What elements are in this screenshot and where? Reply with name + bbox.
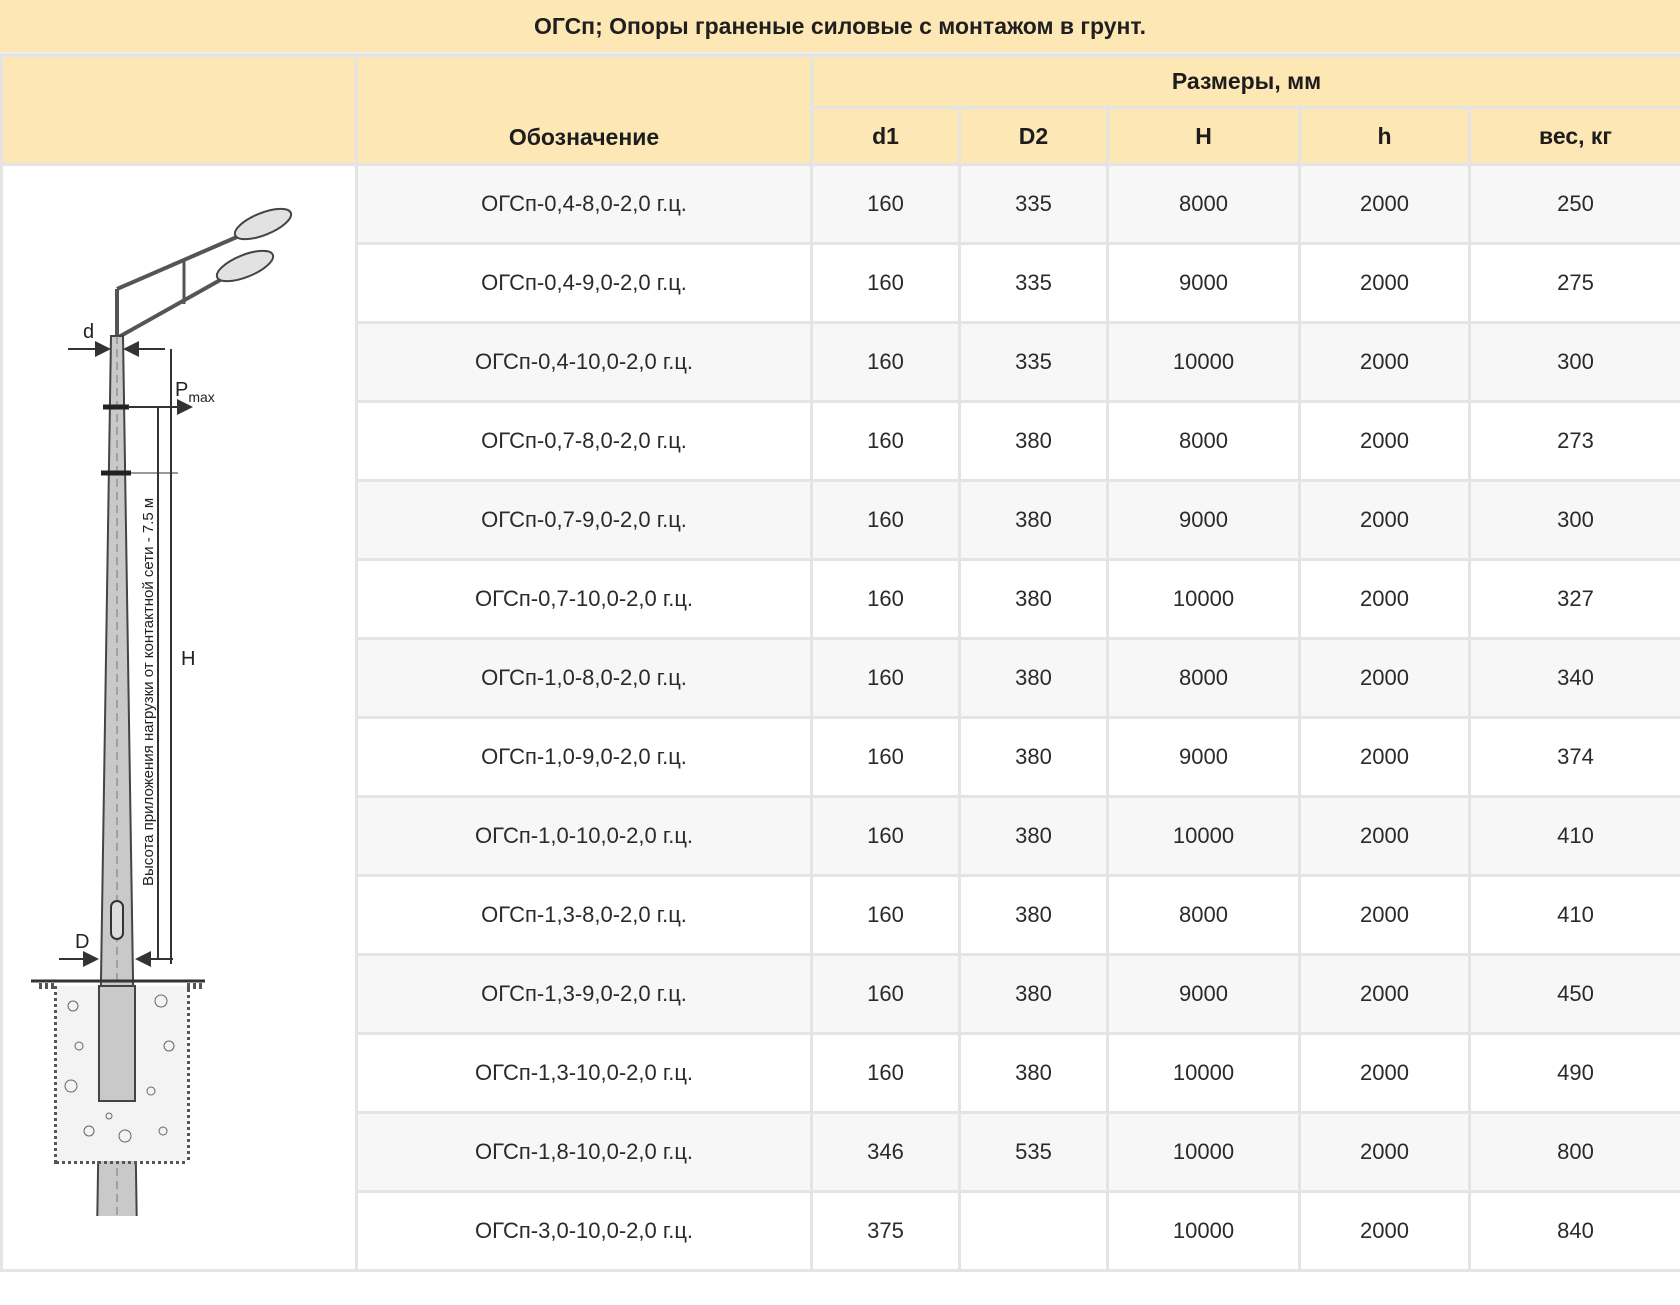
H-cell: 10000 — [1108, 1192, 1300, 1271]
D2-cell — [960, 1192, 1108, 1271]
weight-cell: 300 — [1470, 481, 1680, 560]
D2-header: D2 — [960, 108, 1108, 165]
d1-cell: 160 — [812, 1034, 960, 1113]
weight-cell: 250 — [1470, 165, 1680, 244]
H-cell: 10000 — [1108, 797, 1300, 876]
D2-cell: 380 — [960, 481, 1108, 560]
D2-cell: 380 — [960, 402, 1108, 481]
designation-cell: ОГСп-1,0-10,0-2,0 г.ц. — [357, 797, 812, 876]
d1-cell: 346 — [812, 1113, 960, 1192]
d1-cell: 160 — [812, 718, 960, 797]
weight-cell: 300 — [1470, 323, 1680, 402]
d1-cell: 160 — [812, 165, 960, 244]
weight-header: вес, кг — [1470, 108, 1680, 165]
h-cell: 2000 — [1300, 797, 1470, 876]
weight-cell: 327 — [1470, 560, 1680, 639]
h-cell: 2000 — [1300, 323, 1470, 402]
lamp-bracket — [117, 203, 295, 338]
D2-cell: 380 — [960, 876, 1108, 955]
d1-cell: 160 — [812, 797, 960, 876]
weight-cell: 800 — [1470, 1113, 1680, 1192]
h-cell: 2000 — [1300, 639, 1470, 718]
label-d: d — [83, 321, 95, 343]
weight-cell: 273 — [1470, 402, 1680, 481]
label-pmax: $P_{max}$ — [175, 379, 215, 405]
weight-cell: 490 — [1470, 1034, 1680, 1113]
label-H: H — [181, 648, 196, 670]
designation-header: Обозначение — [357, 56, 812, 165]
weight-cell: 410 — [1470, 876, 1680, 955]
table-title: ОГСп; Опоры граненые силовые с монтажом в грунт. — [0, 0, 1680, 56]
h-cell: 2000 — [1300, 718, 1470, 797]
h-header: h — [1300, 108, 1470, 165]
H-cell: 8000 — [1108, 402, 1300, 481]
h-cell: 2000 — [1300, 165, 1470, 244]
label-D: D — [75, 931, 90, 953]
H-cell: 8000 — [1108, 639, 1300, 718]
D2-cell: 380 — [960, 639, 1108, 718]
designation-cell: ОГСп-3,0-10,0-2,0 г.ц. — [357, 1192, 812, 1271]
weight-cell: 275 — [1470, 244, 1680, 323]
H-cell: 10000 — [1108, 1113, 1300, 1192]
H-cell: 8000 — [1108, 165, 1300, 244]
H-cell: 9000 — [1108, 481, 1300, 560]
H-cell: 10000 — [1108, 323, 1300, 402]
d1-cell: 160 — [812, 560, 960, 639]
d1-cell: 160 — [812, 402, 960, 481]
h-cell: 2000 — [1300, 1034, 1470, 1113]
d1-cell: 160 — [812, 639, 960, 718]
H-header: H — [1108, 108, 1300, 165]
designation-cell: ОГСп-0,7-10,0-2,0 г.ц. — [357, 560, 812, 639]
H-cell: 9000 — [1108, 718, 1300, 797]
designation-cell: ОГСп-0,7-9,0-2,0 г.ц. — [357, 481, 812, 560]
D2-cell: 380 — [960, 718, 1108, 797]
weight-cell: 340 — [1470, 639, 1680, 718]
d1-cell: 160 — [812, 244, 960, 323]
pole-drawing-cell — [2, 165, 357, 1271]
H-cell: 10000 — [1108, 560, 1300, 639]
dimensions-group-header: Размеры, мм — [812, 56, 1680, 108]
D2-cell: 335 — [960, 165, 1108, 244]
h-cell: 2000 — [1300, 560, 1470, 639]
designation-cell: ОГСп-1,0-9,0-2,0 г.ц. — [357, 718, 812, 797]
designation-cell: ОГСп-1,0-8,0-2,0 г.ц. — [357, 639, 812, 718]
designation-cell: ОГСп-0,4-8,0-2,0 г.ц. — [357, 165, 812, 244]
h-cell: 2000 — [1300, 876, 1470, 955]
designation-cell: ОГСп-1,8-10,0-2,0 г.ц. — [357, 1113, 812, 1192]
h-cell: 2000 — [1300, 244, 1470, 323]
designation-cell: ОГСп-0,7-8,0-2,0 г.ц. — [357, 402, 812, 481]
weight-cell: 450 — [1470, 955, 1680, 1034]
D2-cell: 335 — [960, 244, 1108, 323]
h-cell: 2000 — [1300, 481, 1470, 560]
D2-cell: 535 — [960, 1113, 1108, 1192]
weight-cell: 410 — [1470, 797, 1680, 876]
designation-cell: ОГСп-0,4-10,0-2,0 г.ц. — [357, 323, 812, 402]
D2-cell: 380 — [960, 1034, 1108, 1113]
h-cell: 2000 — [1300, 1192, 1470, 1271]
ground-foundation — [31, 981, 205, 1161]
pole-drawing — [13, 186, 343, 1216]
D2-cell: 380 — [960, 797, 1108, 876]
designation-cell: ОГСп-0,4-9,0-2,0 г.ц. — [357, 244, 812, 323]
spec-table — [0, 54, 1680, 1272]
weight-cell: 840 — [1470, 1192, 1680, 1271]
D2-cell: 380 — [960, 560, 1108, 639]
H-cell: 10000 — [1108, 1034, 1300, 1113]
d1-cell: 160 — [812, 876, 960, 955]
D2-cell: 335 — [960, 323, 1108, 402]
d1-cell: 160 — [812, 955, 960, 1034]
label-vertical: Высота приложения нагрузки от контактной сети - 7.5 м — [140, 497, 157, 886]
h-cell: 2000 — [1300, 1113, 1470, 1192]
designation-cell: ОГСп-1,3-9,0-2,0 г.ц. — [357, 955, 812, 1034]
H-cell: 9000 — [1108, 244, 1300, 323]
designation-cell: ОГСп-1,3-8,0-2,0 г.ц. — [357, 876, 812, 955]
d1-cell: 160 — [812, 323, 960, 402]
table-row — [2, 165, 1680, 244]
h-cell: 2000 — [1300, 402, 1470, 481]
h-cell: 2000 — [1300, 955, 1470, 1034]
drawing-header-cell — [2, 56, 357, 165]
d1-header: d1 — [812, 108, 960, 165]
H-cell: 8000 — [1108, 876, 1300, 955]
d1-cell: 375 — [812, 1192, 960, 1271]
D2-cell: 380 — [960, 955, 1108, 1034]
designation-cell: ОГСп-1,3-10,0-2,0 г.ц. — [357, 1034, 812, 1113]
d1-cell: 160 — [812, 481, 960, 560]
weight-cell: 374 — [1470, 718, 1680, 797]
H-cell: 9000 — [1108, 955, 1300, 1034]
